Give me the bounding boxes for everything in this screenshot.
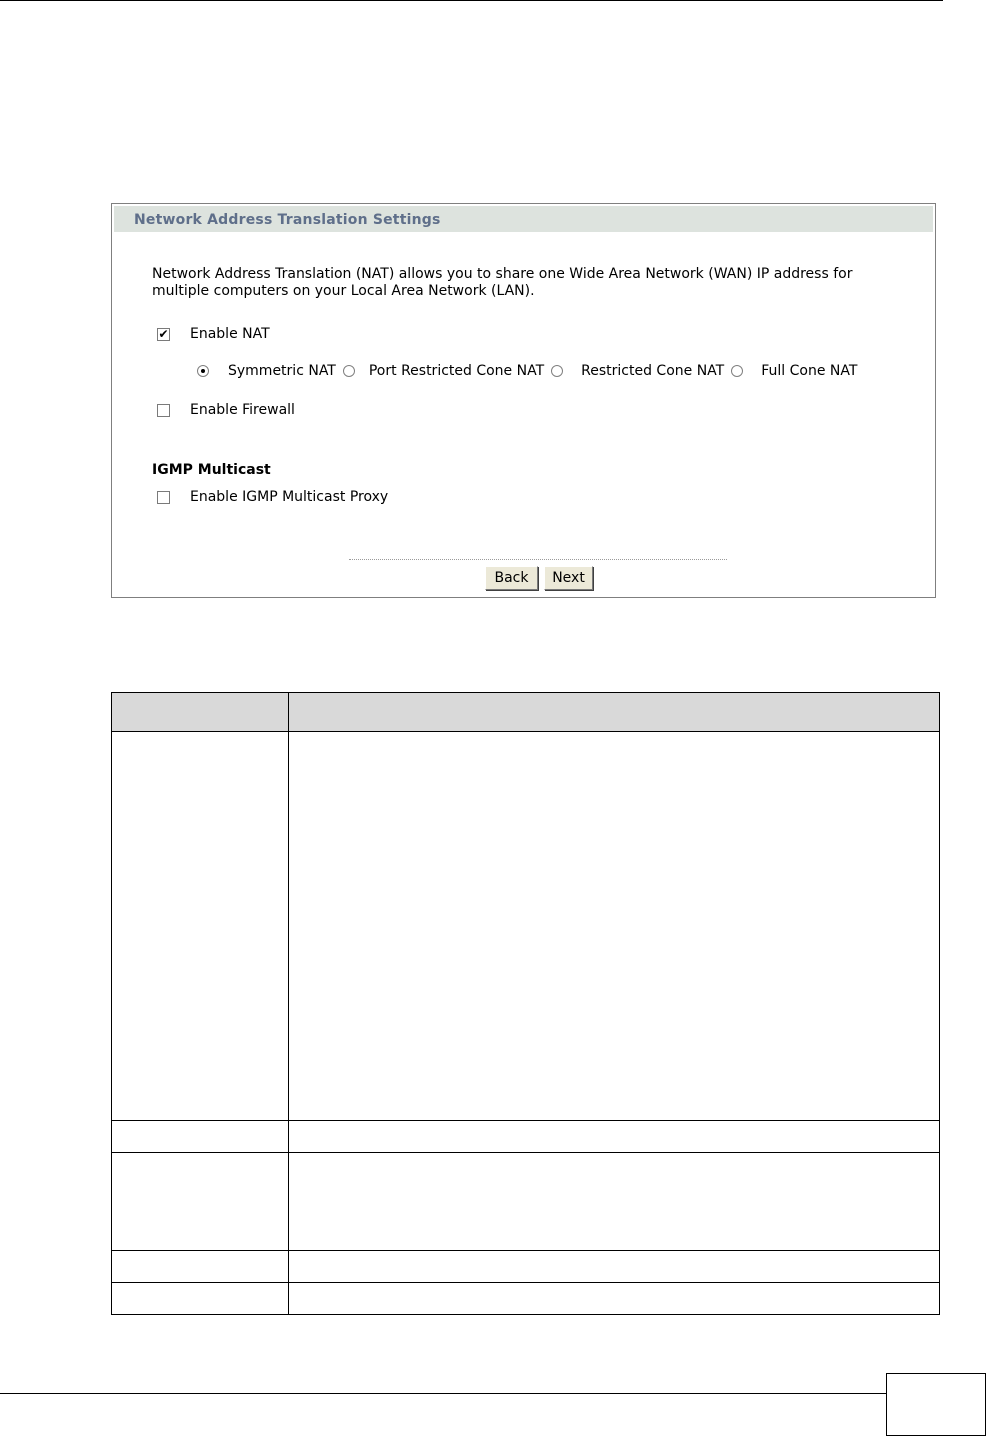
igmp-section-heading: IGMP Multicast — [152, 462, 271, 478]
nat-settings-panel — [111, 203, 936, 598]
table-cell — [112, 1251, 289, 1283]
enable-firewall-label: Enable Firewall — [190, 402, 295, 418]
next-button[interactable]: Next — [544, 566, 593, 590]
nat-type-port-restricted[interactable] — [343, 363, 546, 379]
radio-label: Symmetric NAT — [228, 363, 336, 379]
back-button[interactable]: Back — [485, 566, 538, 590]
radio-label: Restricted Cone NAT — [581, 363, 725, 379]
table-cell — [289, 732, 940, 1121]
enable-nat-label: Enable NAT — [190, 326, 270, 342]
table-header-cell — [289, 693, 940, 732]
nat-description: Network Address Translation (NAT) allows you to share one Wide Area Network (WAN) IP address for multiple computers on your Local Area Network (LAN). — [152, 266, 853, 299]
table-header-cell — [112, 693, 289, 732]
nat-type-radio-group — [197, 363, 864, 379]
button-divider — [349, 559, 727, 560]
enable-firewall-checkbox[interactable] — [157, 404, 170, 417]
enable-nat-checkbox[interactable]: ✔ — [158, 326, 169, 341]
field-description-table — [111, 692, 940, 1315]
table-row — [112, 1153, 940, 1251]
enable-nat-row — [157, 326, 270, 342]
table-cell — [112, 1153, 289, 1251]
radio-restricted-cone-nat[interactable] — [551, 365, 563, 377]
table-row — [112, 732, 940, 1121]
enable-igmp-proxy-label: Enable IGMP Multicast Proxy — [190, 489, 389, 505]
table-cell — [112, 1283, 289, 1315]
bottom-rule — [0, 1393, 886, 1394]
nat-type-restricted[interactable] — [551, 363, 726, 379]
enable-igmp-row — [157, 489, 388, 505]
radio-full-cone-nat[interactable] — [731, 365, 743, 377]
panel-title: Network Address Translation Settings — [134, 212, 441, 228]
table-row — [112, 1251, 940, 1283]
nat-type-symmetric[interactable] — [197, 363, 338, 379]
table-cell — [112, 732, 289, 1121]
table-cell — [289, 1283, 940, 1315]
page-number-box — [886, 1373, 986, 1436]
enable-igmp-proxy-checkbox[interactable] — [157, 491, 170, 504]
table-row — [112, 1121, 940, 1153]
radio-label: Port Restricted Cone NAT — [368, 363, 545, 379]
top-rule — [0, 0, 943, 1]
table-cell — [289, 1121, 940, 1153]
nat-type-full-cone[interactable] — [731, 363, 859, 379]
table-cell — [289, 1251, 940, 1283]
radio-symmetric-nat[interactable] — [197, 365, 209, 377]
table-row — [112, 1283, 940, 1315]
table-cell — [289, 1153, 940, 1251]
radio-label: Full Cone NAT — [761, 363, 858, 379]
table-header-row — [112, 693, 940, 732]
table-cell — [112, 1121, 289, 1153]
panel-header — [114, 206, 933, 233]
enable-firewall-row — [157, 402, 295, 418]
radio-port-restricted-cone-nat[interactable] — [343, 365, 355, 377]
